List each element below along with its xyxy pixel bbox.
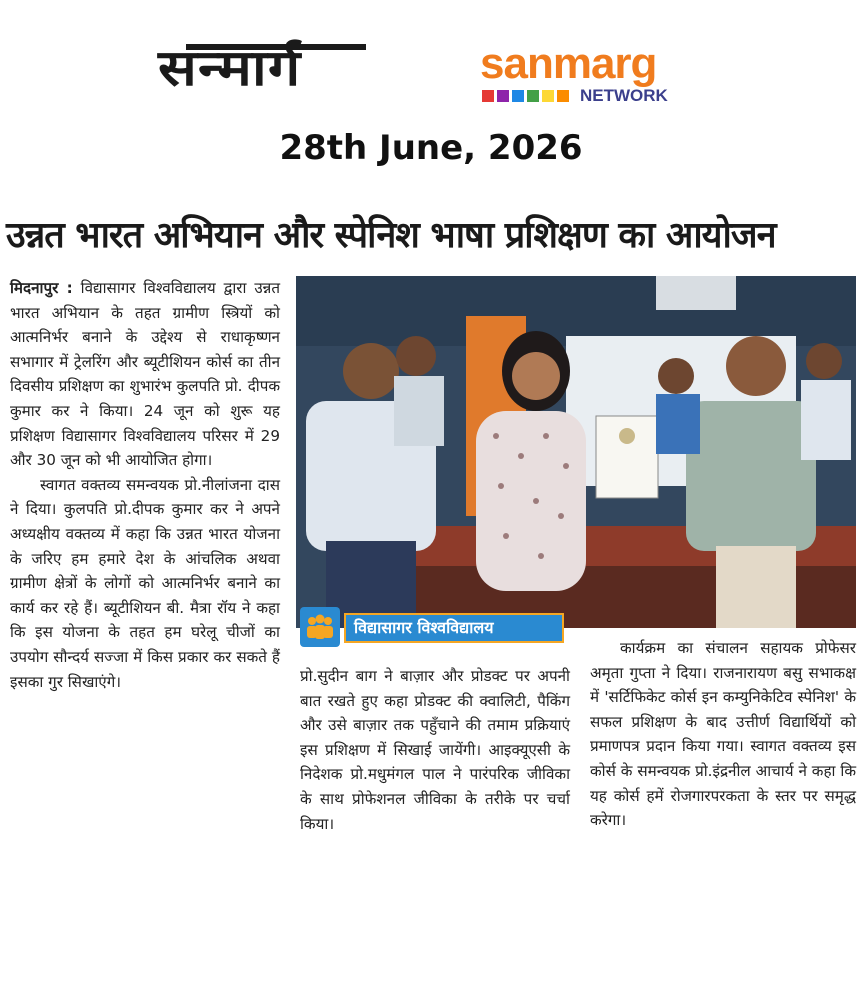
stripe-green — [527, 90, 539, 102]
logo-network-label: NETWORK — [580, 86, 668, 105]
stripe-purple — [497, 90, 509, 102]
article-column-3 — [590, 636, 856, 833]
masthead-logo-hindi: सन्मार्ग — [158, 39, 302, 97]
article-paragraph: प्रो.सुदीन बाग ने बाज़ार और प्रोडक्ट पर अपनी बात रखते हुए कहा प्रोडक्ट की क्वालिटी, पैकिंग और उसे बाज़ार तक पहुँचाने की तमाम प्रक्रियाएं इस प्रशिक्षण में सिखाई जायेंगी। आइक्यूएसी के निदेशक प्रो.मधुमंगल पाल ने पारंपरिक जीविका के साथ प्रोफेशनल जीविका के तरीके पर चर्चा किया। — [300, 667, 570, 833]
article-column-2 — [300, 664, 570, 836]
certificate-ceremony-photo — [296, 276, 856, 628]
article-paragraph: विद्यासागर विश्वविद्यालय द्वारा उन्नत भारत अभियान के तहत ग्रामीण स्त्रियों को आत्मनिर्भर बनाने के उद्देश्य से राधाकृष्णन सभागार में ट्रेलरिंग और ब्यूटीशियन कोर्स का तीन दिवसीय प्रशिक्षण का शुभारंभ कुलपति प्रो. दीपक कुमार कर ने किया। 24 जून को शुरू यह प्रशिक्षण विद्यासागर विश्वविद्यालय परिसर में 29 और 30 जून को भी आयोजित होगा। — [10, 279, 280, 470]
masthead-logo-english — [480, 40, 730, 108]
stripe-red — [482, 90, 494, 102]
logo-wordmark: sanmarg — [480, 39, 657, 88]
article-paragraph: स्वागत वक्तव्य समन्वयक प्रो.नीलांजना दास ने दिया। कुलपति प्रो.दीपक कुमार कर ने अपने अध्यक्षीय वक्तव्य में कहा कि उन्नत भारत योजना के जरिए हम हमारे देश के आंचलिक अथवा ग्रामीण क्षेत्रों के लोगों को आत्मनिर्भर बनाने का कार्य कर रहे हैं। ब्यूटीशियन बी. मैत्रा रॉय ने कहा कि इस योजना के तहत हम घरेलू चीजों का उपयोग सौन्दर्य सज्जा में किस प्रकार कर सकते हैं इसका गुर सिखाएंगे। — [10, 475, 280, 691]
logo-color-stripes — [482, 90, 569, 102]
stripe-yellow — [542, 90, 554, 102]
article-headline: उन्नत भारत अभियान और स्पेनिश भाषा प्रशिक्षण का आयोजन — [6, 215, 776, 256]
article-photo — [296, 276, 856, 628]
article-dateline: मिदनापुर : — [10, 279, 73, 297]
university-tag — [298, 605, 566, 649]
article-column-1 — [10, 276, 280, 694]
people-group-icon — [300, 607, 340, 647]
publication-date: 28th June, 2026 — [279, 128, 583, 168]
stripe-orange — [557, 90, 569, 102]
tag-label: विद्यासागर विश्वविद्यालय — [354, 618, 494, 637]
article-paragraph: कार्यक्रम का संचालन सहायक प्रोफेसर अमृता गुप्ता ने दिया। राजनारायण बसु सभाकक्ष में 'सर्टिफिकेट कोर्स इन कम्युनिकेटिव स्पेनिश' के सफल प्रशिक्षण के बाद उत्तीर्ण विद्यार्थियों को प्रमाणपत्र प्रदान किया गया। स्वागत वक्तव्य इस कोर्स के समन्वयक प्रो.इंद्रनील आचार्य ने कहा कि यह कोर्स हमें रोजगारपरकता के स्तर पर समृद्ध करेगा। — [590, 639, 856, 830]
stripe-blue — [512, 90, 524, 102]
